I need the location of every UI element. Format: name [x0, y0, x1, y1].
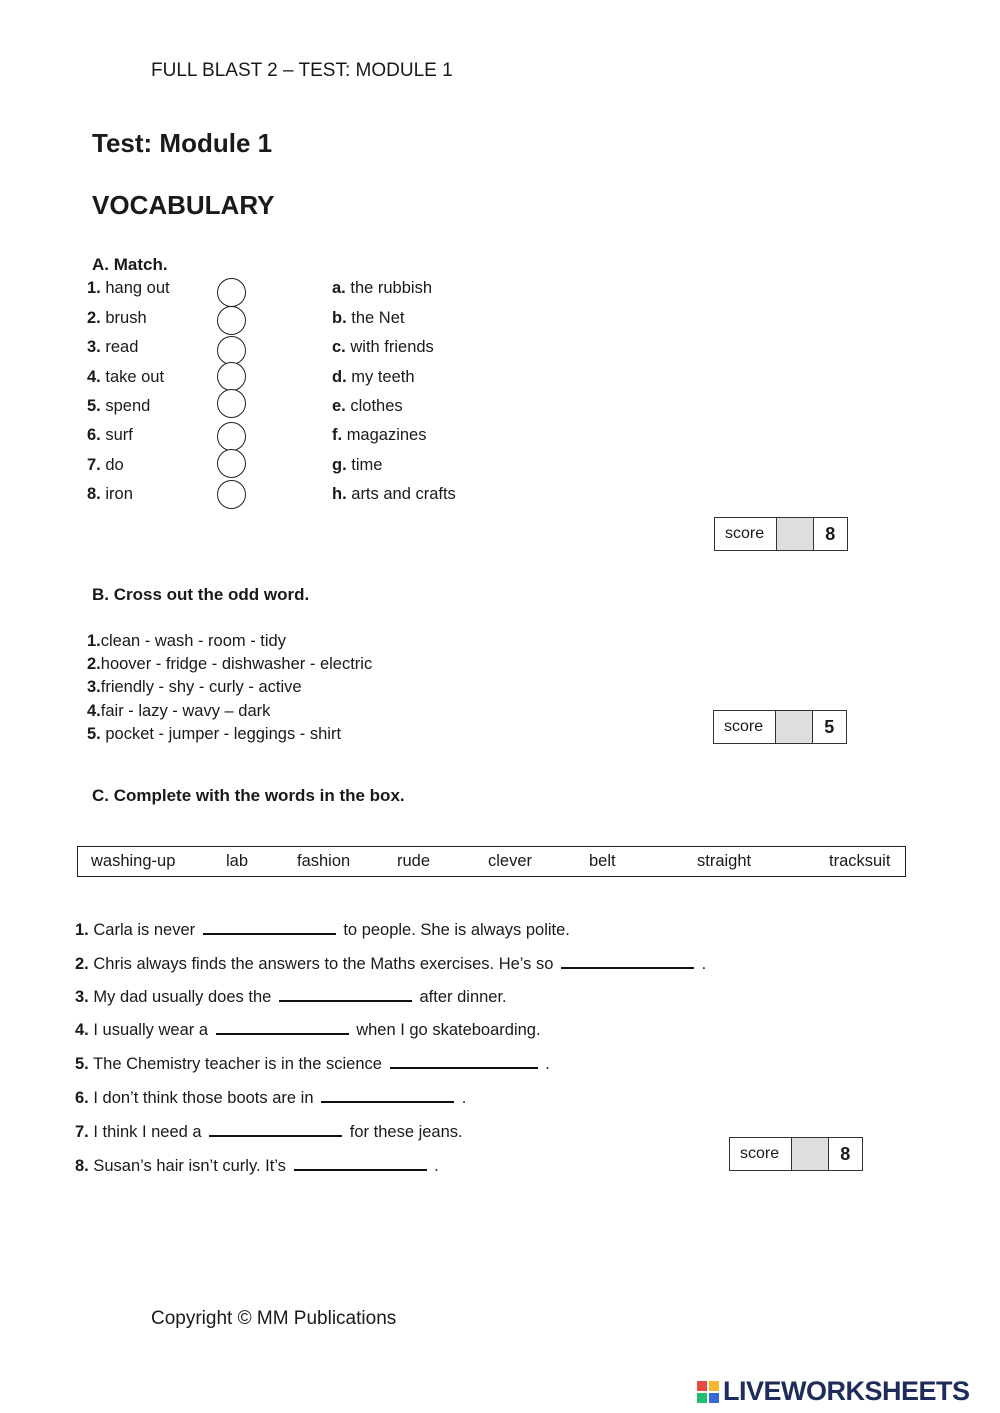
match-left-item: 6. surf: [87, 426, 133, 444]
section-b-heading: B. Cross out the odd word.: [92, 585, 310, 604]
score-max: 8: [828, 1138, 862, 1170]
page-header: FULL BLAST 2 – TEST: MODULE 1: [151, 60, 453, 81]
liveworksheets-logo-icon: [697, 1381, 719, 1403]
match-right-item: g. time: [332, 456, 383, 474]
score-box-a: [714, 517, 848, 551]
sentence-item: 2. Chris always finds the answers to the Maths exercises. He’s so .: [75, 955, 707, 973]
answer-circle-5[interactable]: [217, 389, 246, 418]
match-left-item: 8. iron: [87, 485, 133, 503]
odd-word-item: 5. pocket - jumper - leggings - shirt: [87, 725, 342, 743]
answer-blank[interactable]: [216, 1019, 349, 1035]
match-right-item: e. clothes: [332, 397, 403, 415]
odd-word-item: 4.fair - lazy - wavy – dark: [87, 702, 271, 720]
liveworksheets-logo: [697, 1376, 970, 1407]
match-left-item: 7. do: [87, 456, 124, 474]
word-box-item: washing-up: [91, 852, 176, 870]
answer-blank[interactable]: [561, 953, 694, 969]
answer-circle-8[interactable]: [217, 480, 246, 509]
match-right-item: d. my teeth: [332, 368, 415, 386]
word-box-item: fashion: [297, 852, 351, 870]
score-input[interactable]: [775, 711, 811, 743]
match-left-item: 1. hang out: [87, 279, 170, 297]
section-heading: VOCABULARY: [92, 190, 275, 220]
match-right-item: c. with friends: [332, 338, 434, 356]
word-box-item: straight: [697, 852, 752, 870]
word-box-item: lab: [226, 852, 249, 870]
answer-circle-6[interactable]: [217, 422, 246, 451]
match-left-item: 4. take out: [87, 368, 165, 386]
score-max: 5: [812, 711, 846, 743]
match-left-item: 5. spend: [87, 397, 151, 415]
match-left-item: 2. brush: [87, 309, 147, 327]
word-box: [77, 846, 906, 877]
sentence-item: 3. My dad usually does the after dinner.: [75, 988, 507, 1006]
sentence-item: 8. Susan’s hair isn’t curly. It’s .: [75, 1157, 439, 1175]
match-right-item: f. magazines: [332, 426, 427, 444]
match-right-item: h. arts and crafts: [332, 485, 456, 503]
answer-blank[interactable]: [390, 1053, 538, 1069]
score-label: score: [740, 1145, 780, 1162]
answer-circle-3[interactable]: [217, 336, 246, 365]
answer-circle-4[interactable]: [217, 362, 246, 391]
word-box-item: rude: [397, 852, 431, 870]
sentence-item: 5. The Chemistry teacher is in the science .: [75, 1055, 550, 1073]
answer-blank[interactable]: [321, 1087, 454, 1103]
page-title: Test: Module 1: [92, 128, 273, 158]
word-box-item: tracksuit: [829, 852, 891, 870]
section-c-heading: C. Complete with the words in the box.: [92, 786, 405, 805]
answer-blank[interactable]: [203, 919, 336, 935]
score-input[interactable]: [776, 518, 812, 550]
sentence-item: 1. Carla is never to people. She is always polite.: [75, 921, 570, 939]
answer-blank[interactable]: [209, 1121, 342, 1137]
answer-blank[interactable]: [279, 986, 412, 1002]
score-box-b: [713, 710, 847, 744]
sentence-item: 7. I think I need a for these jeans.: [75, 1123, 463, 1141]
copyright-text: Copyright © MM Publications: [151, 1308, 397, 1329]
logo-square-blue: [709, 1393, 719, 1403]
logo-square-green: [697, 1393, 707, 1403]
sentence-item: 4. I usually wear a when I go skateboarding.: [75, 1021, 541, 1039]
odd-word-item: 1.clean - wash - room - tidy: [87, 632, 286, 650]
odd-word-item: 2.hoover - fridge - dishwasher - electric: [87, 655, 373, 673]
answer-circle-2[interactable]: [217, 306, 246, 335]
sentence-item: 6. I don’t think those boots are in .: [75, 1089, 467, 1107]
score-max: 8: [813, 518, 847, 550]
answer-circle-7[interactable]: [217, 449, 246, 478]
logo-text: LIVEWORKSHEETS: [723, 1376, 970, 1406]
score-box-c: [729, 1137, 863, 1171]
score-label: score: [725, 525, 765, 542]
score-label: score: [724, 718, 764, 735]
match-left-item: 3. read: [87, 338, 139, 356]
logo-square-red: [697, 1381, 707, 1391]
match-right-item: b. the Net: [332, 309, 405, 327]
odd-word-item: 3.friendly - shy - curly - active: [87, 678, 302, 696]
score-input[interactable]: [791, 1138, 827, 1170]
section-a-heading: A. Match.: [92, 255, 168, 274]
logo-square-yellow: [709, 1381, 719, 1391]
word-box-item: clever: [488, 852, 533, 870]
match-right-item: a. the rubbish: [332, 279, 432, 297]
word-box-item: belt: [589, 852, 616, 870]
answer-blank[interactable]: [294, 1155, 427, 1171]
answer-circle-1[interactable]: [217, 278, 246, 307]
